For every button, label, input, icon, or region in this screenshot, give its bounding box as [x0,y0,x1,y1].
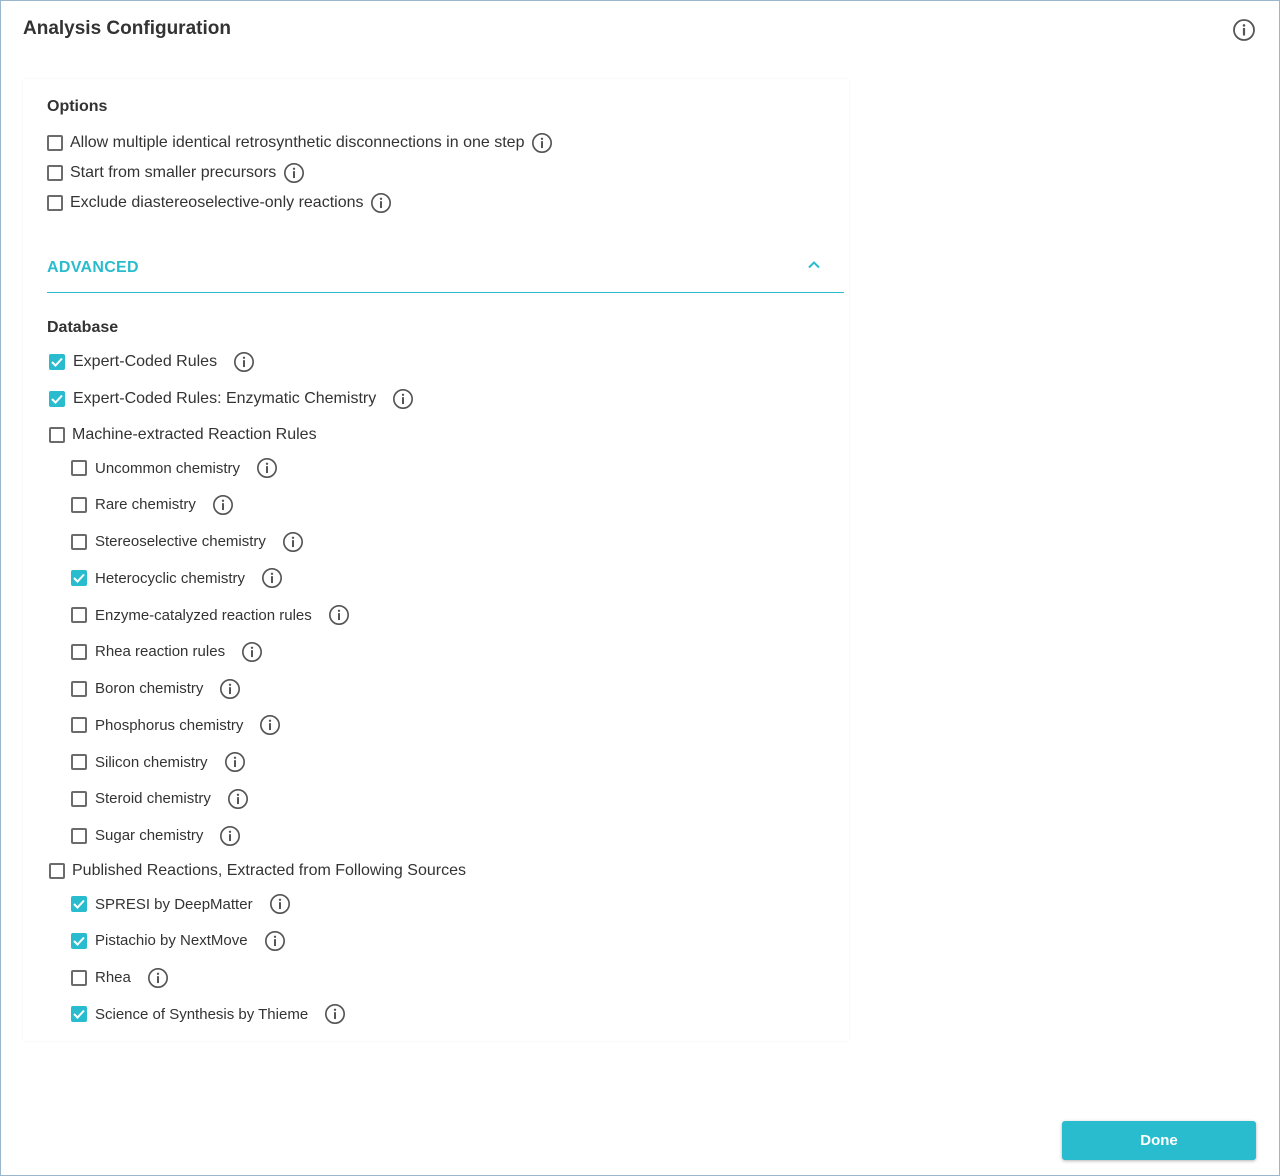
option-label: Boron chemistry [95,680,204,697]
chevron-up-icon[interactable] [806,257,822,278]
info-circle-icon[interactable] [219,678,241,700]
checkbox[interactable] [49,354,65,370]
option-label: Expert-Coded Rules: Enzymatic Chemistry [73,390,377,407]
sub-option-item[interactable] [71,713,281,737]
db-machine-extracted-rules[interactable] [49,423,317,447]
option-exclude-diastereoselective[interactable] [47,191,392,215]
info-circle-icon[interactable] [147,967,169,989]
checkbox[interactable] [71,460,87,476]
options-heading: Options [47,98,108,115]
option-start-from-smaller-precursors[interactable] [47,161,305,185]
info-circle-icon[interactable] [219,825,241,847]
checkbox[interactable] [71,933,87,949]
sub-option-item[interactable] [71,892,291,916]
option-label: Stereoselective chemistry [95,533,266,550]
checkbox[interactable] [71,828,87,844]
sub-option-item[interactable] [71,640,263,664]
sub-option-item[interactable] [71,530,304,554]
db-published-reactions[interactable] [49,859,466,883]
info-circle-icon[interactable] [283,162,305,184]
info-circle-icon[interactable] [261,567,283,589]
checkbox[interactable] [71,896,87,912]
checkbox[interactable] [47,195,63,211]
info-circle-icon[interactable] [282,531,304,553]
info-circle-icon[interactable] [227,788,249,810]
info-circle-icon[interactable] [370,192,392,214]
sub-option-item[interactable] [71,493,234,517]
option-label: Enzyme-catalyzed reaction rules [95,606,312,624]
checkbox[interactable] [49,427,65,443]
info-circle-icon[interactable] [241,641,263,663]
database-heading: Database [47,319,119,336]
sub-option-item[interactable] [71,750,246,774]
info-circle-icon[interactable] [324,1003,346,1025]
option-label: Pistachio by NextMove [95,932,248,950]
checkbox[interactable] [47,165,63,181]
checkbox[interactable] [71,1006,87,1022]
checkbox[interactable] [71,717,87,733]
sub-option-item[interactable] [71,566,283,590]
info-circle-icon[interactable] [256,457,278,479]
checkbox[interactable] [71,970,87,986]
checkbox[interactable] [71,534,87,550]
sub-option-item[interactable] [71,929,286,953]
option-allow-multiple-disconnections[interactable] [47,131,553,155]
checkbox[interactable] [71,681,87,697]
option-label: Science of Synthesis by Thieme [95,1005,309,1023]
option-label: Exclude diastereoselective-only reactions [70,194,364,211]
option-label: Allow multiple identical retrosynthetic disconnections in one step [70,134,525,151]
info-circle-icon[interactable] [392,388,414,410]
option-label: Phosphorus chemistry [95,716,244,734]
sub-option-item[interactable] [71,787,249,811]
option-label: Heterocyclic chemistry [95,569,246,587]
info-circle-icon[interactable] [264,930,286,952]
db-expert-coded-enzymatic[interactable] [49,387,414,411]
checkbox[interactable] [71,754,87,770]
info-circle-icon[interactable] [269,893,291,915]
checkbox[interactable] [71,570,87,586]
checkbox[interactable] [71,497,87,513]
option-label: Steroid chemistry [95,790,211,808]
option-label: Start from smaller precursors [70,164,277,181]
checkbox[interactable] [71,607,87,623]
option-label: Rare chemistry [95,496,196,514]
done-button[interactable]: Done [1062,1121,1256,1160]
option-label: SPRESI by DeepMatter [95,895,253,913]
checkbox[interactable] [71,791,87,807]
option-label: Published Reactions, Extracted from Following Sources [72,862,466,879]
option-label: Rhea reaction rules [95,643,226,661]
checkbox[interactable] [49,391,65,407]
dialog-title: Analysis Configuration [23,18,231,39]
db-expert-coded-rules[interactable] [49,350,255,374]
checkbox[interactable] [71,644,87,660]
advanced-divider [47,292,844,293]
info-circle-icon[interactable] [1232,18,1254,40]
sub-option-item[interactable] [71,1002,346,1026]
sub-option-item[interactable] [71,677,241,701]
option-label: Uncommon chemistry [95,459,241,477]
option-label: Expert-Coded Rules [73,353,218,370]
sub-option-item[interactable] [71,966,169,990]
checkbox[interactable] [47,135,63,151]
option-label: Rhea [95,969,131,986]
option-label: Silicon chemistry [95,753,208,771]
advanced-section-toggle[interactable]: ADVANCED [47,259,139,276]
info-circle-icon[interactable] [212,494,234,516]
checkbox[interactable] [49,863,65,879]
sub-option-item[interactable] [71,824,241,848]
sub-option-item[interactable] [71,456,278,480]
info-circle-icon[interactable] [259,714,281,736]
info-circle-icon[interactable] [224,751,246,773]
info-circle-icon[interactable] [328,604,350,626]
sub-option-item[interactable] [71,603,350,627]
option-label: Sugar chemistry [95,827,204,844]
info-circle-icon[interactable] [233,351,255,373]
info-circle-icon[interactable] [531,132,553,154]
option-label: Machine-extracted Reaction Rules [72,426,317,443]
